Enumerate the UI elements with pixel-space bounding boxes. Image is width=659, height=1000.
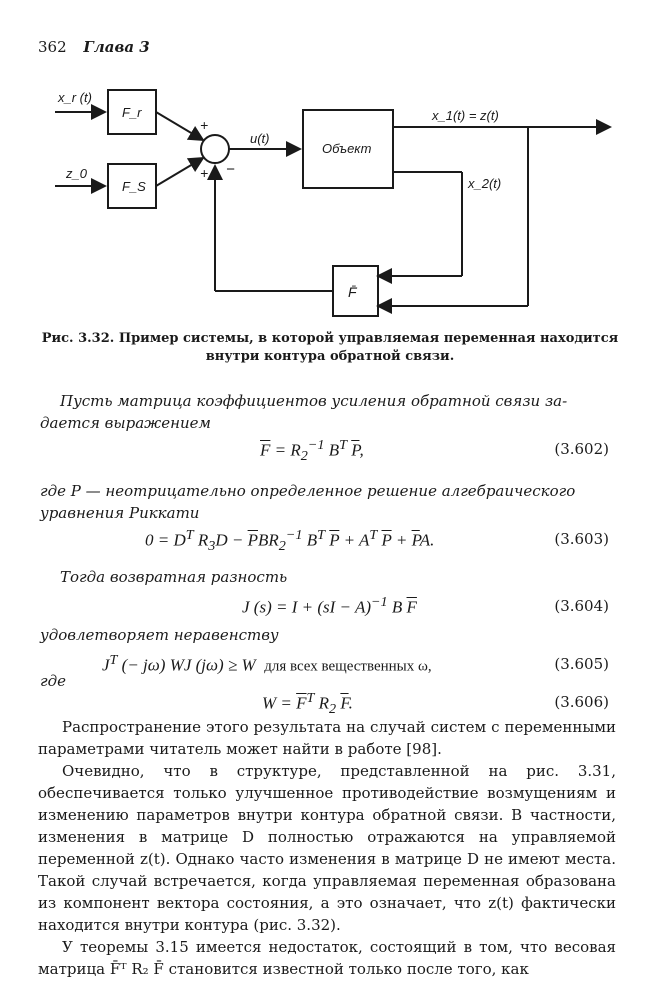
plus-top: + (200, 117, 209, 133)
equation-3-603: $0 = D^T$ $R_3D - \overline{P}BR_2^{-1}$ $B^T$ $\overline{P} + A^T$ $\overline{P} + \overline{P}A$. (145, 527, 435, 555)
input-xr-label: x_r (t) (58, 90, 92, 105)
page-header (38, 38, 150, 56)
plus-bottom: + (200, 165, 209, 181)
body-text (38, 716, 616, 980)
equation-3-602: $\overline{F} = R_2^{-1}$ $B^T$ $\overline{P}$, (260, 437, 364, 465)
fs-label: F_S (122, 179, 146, 194)
eq-number-603: (3.603) (554, 530, 609, 548)
chapter-title: Глава 3 (83, 38, 150, 56)
paragraph-3: У теоремы 3.15 имеется недостаток, состоящий в том, что весовая матрица F̄ᵀ R₂ F̄ становится известной только после того, как (38, 938, 616, 978)
paragraph-1: Распространение этого результата на случай систем с переменными параметрами читатель может найти в работе [98]. (38, 718, 616, 758)
intro-line-1: Пусть матрица коэффициентов усиления обратной связи за- (60, 392, 568, 410)
paragraph-2: Очевидно, что в структуре, представленной на рис. 3.31, обеспечивается только улучшенное противодействие возмущениям и изменению параметров внутри контура обратной связи. В частности, изменения в матрице D полностью отражаются на управляемой переменной z(t). Однако часто изменения в матрице D не имеют места. Такой случай встречается, когда управляемая переменная образована из компонент вектора состояния, а это означает, что z(t) фактически находится внутри контура (рис. 3.32). (38, 762, 616, 934)
equation-3-604: J (s) = I + (sI − A)$^{-1}$ B $\overline{F}$ (242, 594, 417, 617)
satisfies-line: удовлетворяет неравенству (40, 626, 279, 644)
eq-number-602: (3.602) (554, 440, 609, 458)
then-line: Тогда возвратная разность (60, 568, 288, 586)
feedback-label: F̄ (348, 284, 357, 300)
equation-3-606: $W = \overline{F}^T$ $R_2$ $\overline{F}$. (262, 690, 353, 718)
where-line-2: уравнения Риккати (40, 504, 200, 522)
state-x2-label: x_2(t) (468, 176, 502, 191)
eq-number-605: (3.605) (554, 655, 609, 673)
eq605-text: для всех вещественных ω, (264, 658, 432, 675)
intro-line-2: дается выражением (40, 414, 211, 432)
eq-number-606: (3.606) (554, 693, 609, 711)
summing-junction (201, 135, 229, 163)
figure-caption: Рис. 3.32. Пример системы, в которой управляемая переменная находится внутри контура обратной связи. (41, 331, 619, 364)
plant-label: Объект (322, 141, 372, 156)
minus-sign: − (226, 161, 235, 178)
output-label: x_1(t) = z(t) (432, 108, 499, 123)
block-diagram (0, 70, 659, 320)
where-line-3: где (40, 672, 66, 690)
fr-label: F_r (122, 105, 142, 120)
page-number: 362 (38, 38, 67, 56)
input-z0-label: z_0 (66, 166, 87, 181)
eq-number-604: (3.604) (554, 597, 609, 615)
equation-3-605: $J^T$ (− jω) WJ (jω) ≥ W для всех вещественных ω, (102, 652, 432, 675)
where-line-1: где P — неотрицательно определенное решение алгебраического (40, 482, 576, 500)
control-u-label: u(t) (250, 131, 270, 146)
